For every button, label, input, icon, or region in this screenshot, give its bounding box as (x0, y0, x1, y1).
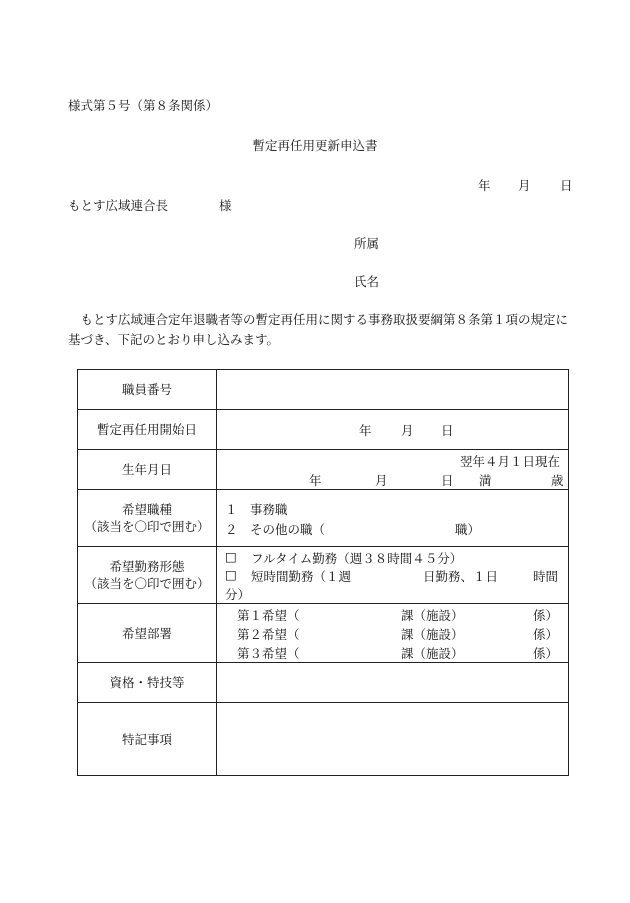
job-type-note: （該当を〇印で囲む） (84, 519, 210, 534)
remarks-field[interactable] (217, 703, 569, 776)
department-choice-1-section: 課（施設） (401, 608, 464, 623)
job-type-option-2-end: 職） (455, 522, 481, 537)
addressee-honorific: 様 (219, 198, 232, 213)
form-number: 様式第５号（第８条関係） (68, 98, 219, 113)
department-choice-3-section: 課（施設） (401, 646, 464, 661)
date-day: 日 (560, 178, 573, 193)
department-choice-1-prefix: 第１希望（ (237, 608, 300, 623)
birth-date-full: 満 (479, 473, 492, 488)
table-row (78, 450, 569, 490)
department-choice-2-prefix: 第２希望（ (237, 627, 300, 642)
start-date-label: 暫定再任用開始日 (78, 410, 217, 450)
remarks-label: 特記事項 (78, 703, 217, 776)
job-type-option-2[interactable]: ２ その他の職（ (225, 522, 326, 537)
birth-date-label: 生年月日 (78, 450, 217, 490)
table-row (78, 370, 569, 410)
birth-date-month: 月 (375, 473, 388, 488)
birth-date-day: 日 (441, 473, 454, 488)
addressee-name: もとす広域連合長 (68, 198, 169, 213)
work-style-option-2b: 日勤務、１日 (423, 569, 499, 584)
employee-number-label: 職員番号 (78, 370, 217, 410)
birth-date-year: 年 (309, 473, 322, 488)
work-style-option-1: フルタイム勤務（週３８時間４５分） (251, 551, 463, 566)
date-year: 年 (478, 178, 491, 193)
work-style-option-2d: 分） (225, 587, 251, 602)
work-style-option-2c: 時間 (533, 569, 559, 584)
department-choice-3-unit: 係） (532, 646, 558, 661)
work-style-field[interactable] (217, 547, 569, 604)
table-row (78, 663, 569, 703)
birth-date-field[interactable] (217, 450, 569, 490)
date-month: 月 (518, 178, 531, 193)
birth-date-age: 歳 (551, 473, 564, 488)
job-type-label: 希望職種 (121, 502, 172, 517)
qualifications-label: 資格・特技等 (78, 663, 217, 703)
applicant-name-label: 氏名 (354, 274, 380, 289)
table-row (78, 547, 569, 604)
intro-paragraph: もとす広域連合定年退職者等の暫定再任用に関する事務取扱要綱第８条第１項の規定に基づき、下記のとおり申し込みます。 (68, 312, 569, 347)
department-choice-3-prefix: 第３希望（ (237, 646, 300, 661)
department-choice-2-section: 課（施設） (401, 627, 464, 642)
table-row (78, 604, 569, 663)
start-date-day: 日 (441, 423, 454, 438)
checkbox-fulltime[interactable]: □ (225, 549, 237, 564)
checkbox-parttime[interactable]: □ (225, 567, 237, 582)
work-style-option-2a: 短時間勤務（１週 (251, 569, 352, 584)
job-type-field[interactable] (217, 490, 569, 547)
page-title: 暫定再任用更新申込書 (252, 138, 378, 153)
department-choice-1-unit: 係） (532, 608, 558, 623)
table-row (78, 490, 569, 547)
department-field[interactable] (217, 604, 569, 663)
department-label: 希望部署 (78, 604, 217, 663)
applicant-affiliation-label: 所属 (354, 236, 380, 251)
job-type-option-1[interactable]: １ 事務職 (225, 502, 288, 517)
department-choice-2-unit: 係） (532, 627, 558, 642)
start-date-month: 月 (401, 423, 414, 438)
work-style-note: （該当を〇印で囲む） (84, 576, 210, 591)
employee-number-field[interactable] (217, 370, 569, 410)
table-row (78, 703, 569, 776)
table-row (78, 410, 569, 450)
start-date-field[interactable] (217, 410, 569, 450)
start-date-year: 年 (359, 423, 372, 438)
birth-date-as-of: 翌年４月１日現在 (459, 454, 560, 469)
qualifications-field[interactable] (217, 663, 569, 703)
work-style-label: 希望勤務形態 (109, 559, 185, 574)
application-table (77, 369, 569, 776)
